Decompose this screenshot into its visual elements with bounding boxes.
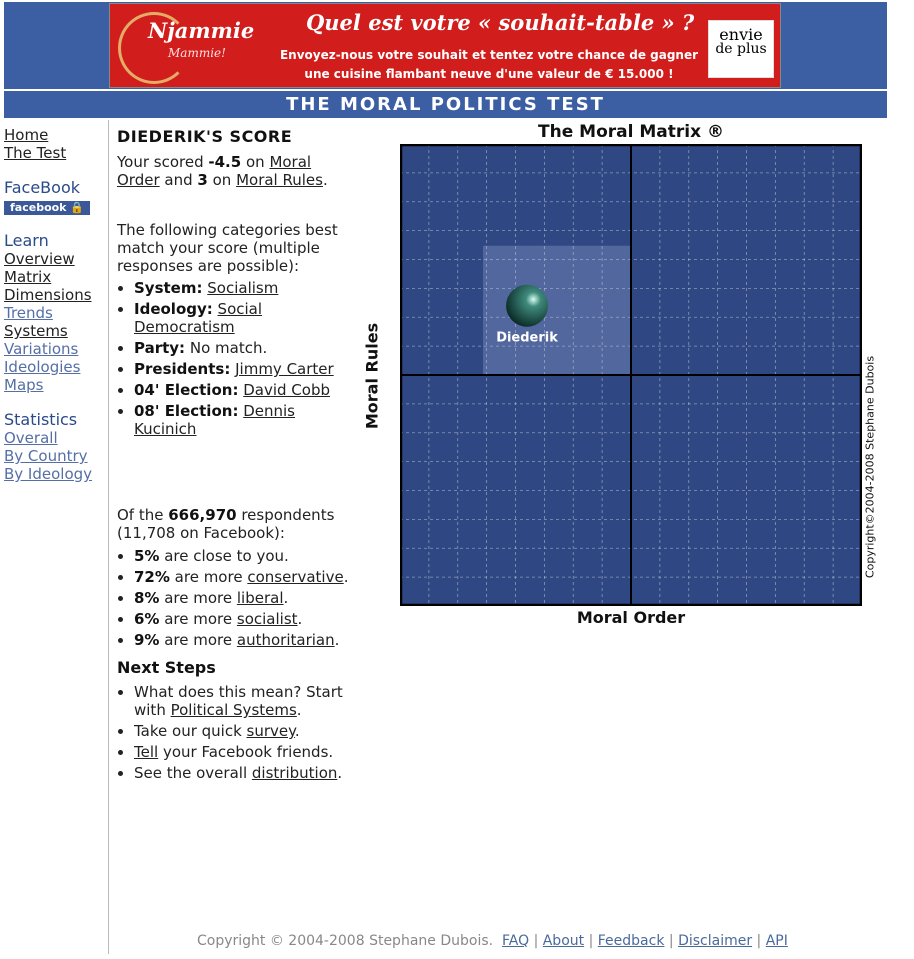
score-text: and [159, 171, 198, 189]
list-item: • 72% are more conservative. [134, 568, 352, 586]
moral-order-link[interactable]: Moral Order [117, 153, 312, 189]
party-value: No match. [189, 339, 268, 357]
tell-link[interactable]: Tell [134, 743, 159, 761]
distribution-link[interactable]: distribution [251, 764, 338, 782]
feedback-link[interactable]: Feedback [597, 933, 665, 949]
column-divider [108, 120, 109, 954]
election-04-link[interactable]: David Cobb [243, 381, 330, 399]
next-steps-list [117, 683, 352, 782]
rules-value: 3 [197, 171, 208, 189]
authoritarian-link[interactable]: authoritarian [236, 631, 335, 649]
list-item [134, 722, 352, 740]
next-steps-heading: Next Steps [117, 658, 216, 677]
political-systems-link[interactable]: Political Systems [170, 701, 297, 719]
nav-matrix-link[interactable]: Matrix [4, 268, 52, 286]
matrix-copyright: Copyright©2004-2008 Stephane Dubois [863, 355, 877, 579]
lock-icon: 🔒 [70, 201, 85, 214]
facebook-badge-text: facebook [10, 201, 67, 214]
list-item [134, 300, 352, 336]
stat-text: are close to you. [159, 547, 289, 565]
matrix-title: The Moral Matrix ® [538, 122, 724, 142]
facebook-heading: FaceBook [4, 178, 80, 197]
socialist-link[interactable]: socialist [236, 610, 298, 628]
ideology-link[interactable]: Social Democratism [134, 300, 263, 336]
ad-subtext: Envoyez-nous votre souhait et tentez votre chance de gagner une cuisine flambant neuve d'une valeur de € 15.000 ! [279, 48, 699, 81]
learn-heading: Learn [4, 231, 49, 250]
respondents-count: 666,970 [168, 506, 237, 524]
list-item [134, 279, 352, 297]
score-heading: DIEDERIK'S SCORE [117, 127, 293, 146]
category-label: 08' Election: [134, 402, 239, 420]
stat-percent: 5% [134, 547, 160, 565]
list-item: • 9% are more authoritarian. [134, 631, 352, 649]
footer: Copyright © 2004-2008 Stephane Dubois. FAQ | About | Feedback | Disclaimer | API [197, 933, 788, 949]
disclaimer-link[interactable]: Disclaimer [678, 933, 753, 949]
score-text: on [241, 153, 270, 171]
score-region-highlight [483, 246, 631, 375]
nav-ideologies-link[interactable]: Ideologies [4, 358, 81, 376]
categories-intro: The following categories best match your score (multiple responses are possible): [117, 221, 338, 275]
nav-variations-link[interactable]: Variations [4, 340, 79, 358]
footer-copyright: Copyright © 2004-2008 Stephane Dubois. [197, 933, 494, 949]
order-value: -4.5 [208, 153, 242, 171]
category-label: System: [134, 279, 203, 297]
nav-overview-link[interactable]: Overview [4, 250, 75, 268]
stat-percent: 6% [134, 610, 160, 628]
stat-percent: 9% [134, 631, 160, 649]
statistics-heading: Statistics [4, 410, 78, 429]
list-item [134, 764, 352, 782]
step-text: . [337, 764, 343, 782]
nav-by-country-link[interactable]: By Country [4, 447, 88, 465]
election-08-link[interactable]: Dennis Kucinich [134, 402, 295, 438]
x-axis-label: Moral Order [576, 608, 686, 627]
score-text: . [322, 171, 328, 189]
advertisement-banner[interactable] [109, 3, 781, 88]
stat-text: are more [159, 589, 237, 607]
survey-link[interactable]: survey [246, 722, 295, 740]
faq-link[interactable]: FAQ [501, 933, 530, 949]
president-link[interactable]: Jimmy Carter [235, 360, 334, 378]
respondents-text: respondents (11,708 on Facebook): [117, 506, 335, 542]
nav-test-link[interactable]: The Test [4, 144, 67, 162]
step-text: . [296, 701, 302, 719]
step-text: Take our quick [134, 722, 247, 740]
stat-percent: 8% [134, 589, 160, 607]
list-item [134, 339, 352, 357]
respondents-text: Of the [117, 506, 169, 524]
nav-maps-link[interactable]: Maps [4, 376, 44, 394]
score-text: Your scored [117, 153, 209, 171]
step-text: your Facebook friends. [158, 743, 334, 761]
nav-systems-link[interactable]: Systems [4, 322, 68, 340]
api-link[interactable]: API [765, 933, 788, 949]
nav-trends-link[interactable]: Trends [4, 304, 53, 322]
ad-headline: Quel est votre « souhait-table » ? [306, 10, 695, 35]
moral-matrix-chart [400, 144, 862, 606]
score-marker [506, 285, 548, 327]
list-item [134, 360, 352, 378]
nav-by-ideology-link[interactable]: By Ideology [4, 465, 93, 483]
stat-text: are more [159, 610, 237, 628]
nav-home-link[interactable]: Home [4, 126, 49, 144]
score-marker-label: Diederik [496, 330, 558, 346]
step-text: What does this mean? Start with [134, 683, 343, 719]
category-label: Party: [134, 339, 186, 357]
stat-percent: 72% [134, 568, 170, 586]
list-item [134, 402, 352, 438]
respondents-summary [117, 506, 352, 542]
system-link[interactable]: Socialism [207, 279, 279, 297]
liberal-link[interactable]: liberal [236, 589, 284, 607]
ad-logo-line2: de plus [715, 41, 767, 57]
ad-brand-tag: Mammie! [168, 46, 226, 60]
nav-overall-link[interactable]: Overall [4, 429, 58, 447]
list-item [134, 683, 352, 719]
stat-text: are more [159, 631, 237, 649]
categories-list [117, 279, 352, 438]
moral-rules-link[interactable]: Moral Rules [236, 171, 323, 189]
category-label: Presidents: [134, 360, 231, 378]
list-item [134, 381, 352, 399]
respondents-stats-list [117, 547, 352, 649]
page-title: THE MORAL POLITICS TEST [4, 91, 887, 118]
ad-sponsor-logo [708, 20, 774, 78]
stat-text: are more [169, 568, 248, 586]
step-text: . [294, 722, 300, 740]
score-panel [117, 128, 352, 785]
list-item: • 8% are more liberal. [134, 589, 352, 607]
y-axis-label: Moral Rules [362, 322, 382, 430]
ad-logo-line1: envie [719, 25, 763, 44]
category-label: 04' Election: [134, 381, 239, 399]
list-item: • 6% are more socialist. [134, 610, 352, 628]
list-item [134, 743, 352, 761]
nav-dimensions-link[interactable]: Dimensions [4, 286, 92, 304]
facebook-badge[interactable] [4, 201, 90, 215]
score-text: on [207, 171, 237, 189]
step-text: See the overall [134, 764, 252, 782]
about-link[interactable]: About [542, 933, 585, 949]
sidebar-nav [4, 126, 104, 483]
score-summary [117, 153, 352, 189]
conservative-link[interactable]: conservative [247, 568, 344, 586]
category-label: Ideology: [134, 300, 213, 318]
ad-brand: Njammie [148, 18, 255, 43]
list-item [134, 547, 352, 565]
